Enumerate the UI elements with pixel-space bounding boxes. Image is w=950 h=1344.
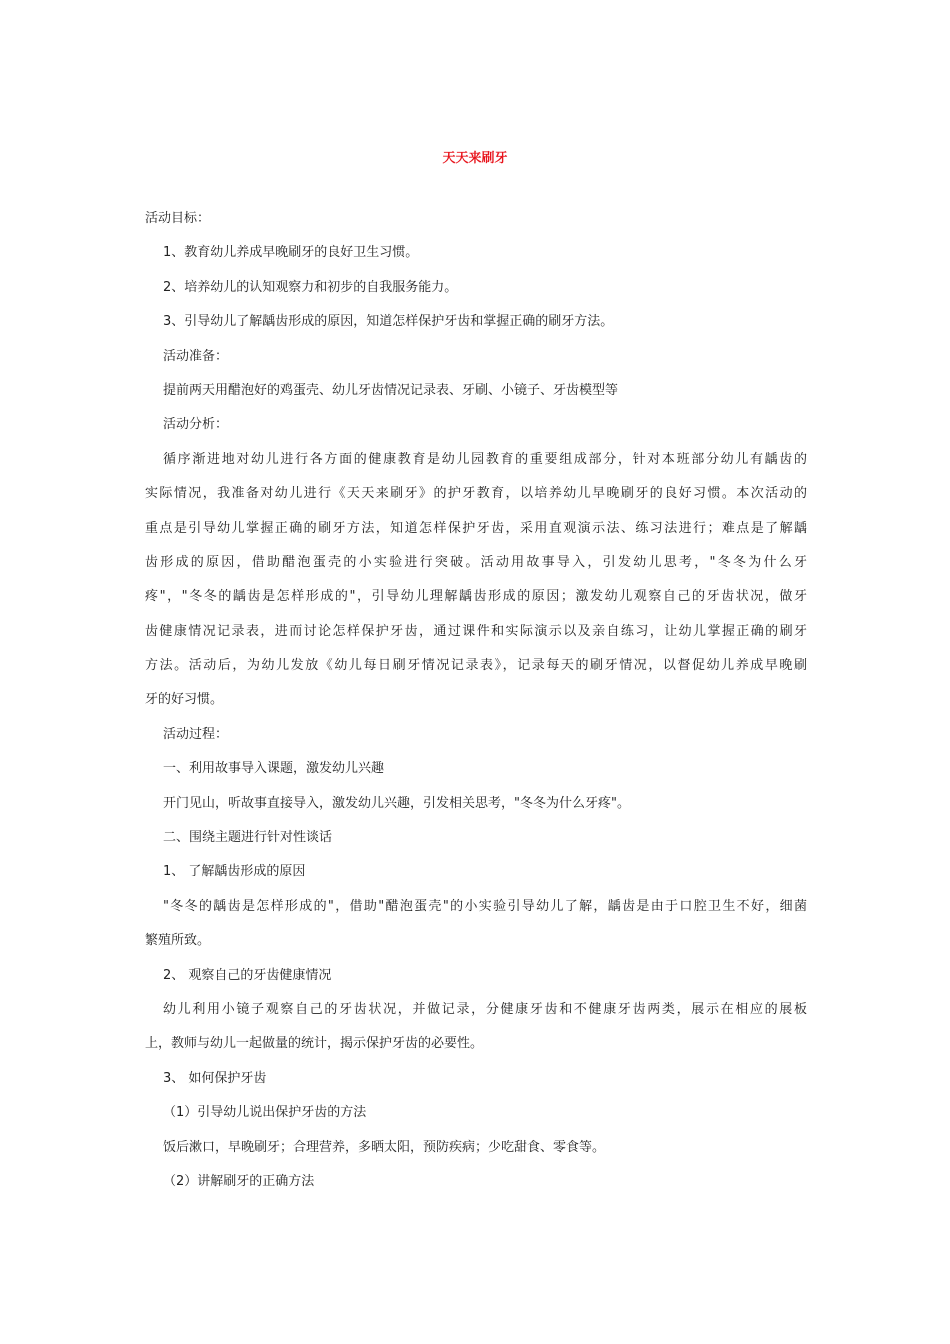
section-heading-goals: 活动目标： bbox=[145, 211, 211, 226]
process-step-2: 二、围绕主题进行针对性谈话 bbox=[163, 830, 333, 846]
goal-item-2: 2、培养幼儿的认知观察力和初步的自我服务能力。 bbox=[163, 279, 458, 295]
substep-text-line: 幼儿利用小镜子观察自己的牙齿状况，并做记录，分健康牙齿和不健康牙齿两类，展示在相应的展板 bbox=[163, 1001, 807, 1017]
analysis-line: 疼"，"冬冬的龋齿是怎样形成的"，引导幼儿理解龋齿形成的原因；激发幼儿观察自己的牙齿状况，做牙 bbox=[145, 589, 807, 605]
analysis-line: 齿健康情况记录表，进而讨论怎样保护牙齿，通过课件和实际演示以及亲自练习，让幼儿掌握正确的刷牙 bbox=[145, 623, 807, 639]
analysis-line: 循序渐进地对幼儿进行各方面的健康教育是幼儿园教育的重要组成部分，针对本班部分幼儿有龋齿的 bbox=[163, 451, 807, 467]
method-text: 饭后漱口，早晚刷牙；合理营养，多晒太阳，预防疾病；少吃甜食、零食等。 bbox=[163, 1139, 606, 1155]
section-heading-preparation: 活动准备： bbox=[163, 348, 229, 364]
method-heading: （2）讲解刷牙的正确方法 bbox=[163, 1173, 315, 1189]
process-step-1-text: 开门见山，听故事直接导入，激发幼儿兴趣，引发相关思考，"冬冬为什么牙疼"。 bbox=[163, 795, 630, 811]
section-heading-analysis: 活动分析： bbox=[163, 417, 229, 433]
substep-heading: 2、 观察自己的牙齿健康情况 bbox=[163, 967, 332, 983]
method-heading: （1）引导幼儿说出保护牙齿的方法 bbox=[163, 1105, 367, 1121]
substep-heading: 1、 了解龋齿形成的原因 bbox=[163, 864, 306, 880]
substep-text-line: 上，教师与幼儿一起做量的统计，揭示保护牙齿的必要性。 bbox=[145, 1036, 484, 1052]
goal-item-1: 1、教育幼儿养成早晚刷牙的良好卫生习惯。 bbox=[163, 245, 419, 261]
substep-text-line: 繁殖所致。 bbox=[145, 933, 211, 949]
preparation-text: 提前两天用醋泡好的鸡蛋壳、幼儿牙齿情况记录表、牙刷、小镜子、牙齿模型等 bbox=[163, 382, 619, 398]
document-title: 天天来刷牙 bbox=[442, 151, 508, 166]
analysis-line: 齿形成的原因，借助醋泡蛋壳的小实验进行突破。活动用故事导入，引发幼儿思考，"冬冬为什么牙 bbox=[145, 554, 807, 570]
substep-text-line: "冬冬的龋齿是怎样形成的"，借助"醋泡蛋壳"的小实验引导幼儿了解，龋齿是由于口腔卫生不好，细菌 bbox=[163, 898, 807, 914]
process-step-1: 一、利用故事导入课题，激发幼儿兴趣 bbox=[163, 761, 385, 777]
substep-heading: 3、 如何保护牙齿 bbox=[163, 1070, 267, 1086]
analysis-line: 牙的好习惯。 bbox=[145, 692, 224, 708]
analysis-line: 实际情况，我准备对幼儿进行《天天来刷牙》的护牙教育，以培养幼儿早晚刷牙的良好习惯。本次活动的 bbox=[145, 486, 807, 502]
analysis-line: 重点是引导幼儿掌握正确的刷牙方法，知道怎样保护牙齿，采用直观演示法、练习法进行；难点是了解龋 bbox=[145, 520, 807, 536]
analysis-line: 方法。活动后，为幼儿发放《幼儿每日刷牙情况记录表》，记录每天的刷牙情况，以督促幼儿养成早晚刷 bbox=[145, 658, 807, 674]
section-heading-process: 活动过程： bbox=[163, 726, 229, 742]
document-body bbox=[145, 202, 807, 1199]
goal-item-3: 3、引导幼儿了解龋齿形成的原因，知道怎样保护牙齿和掌握正确的刷牙方法。 bbox=[163, 314, 614, 330]
